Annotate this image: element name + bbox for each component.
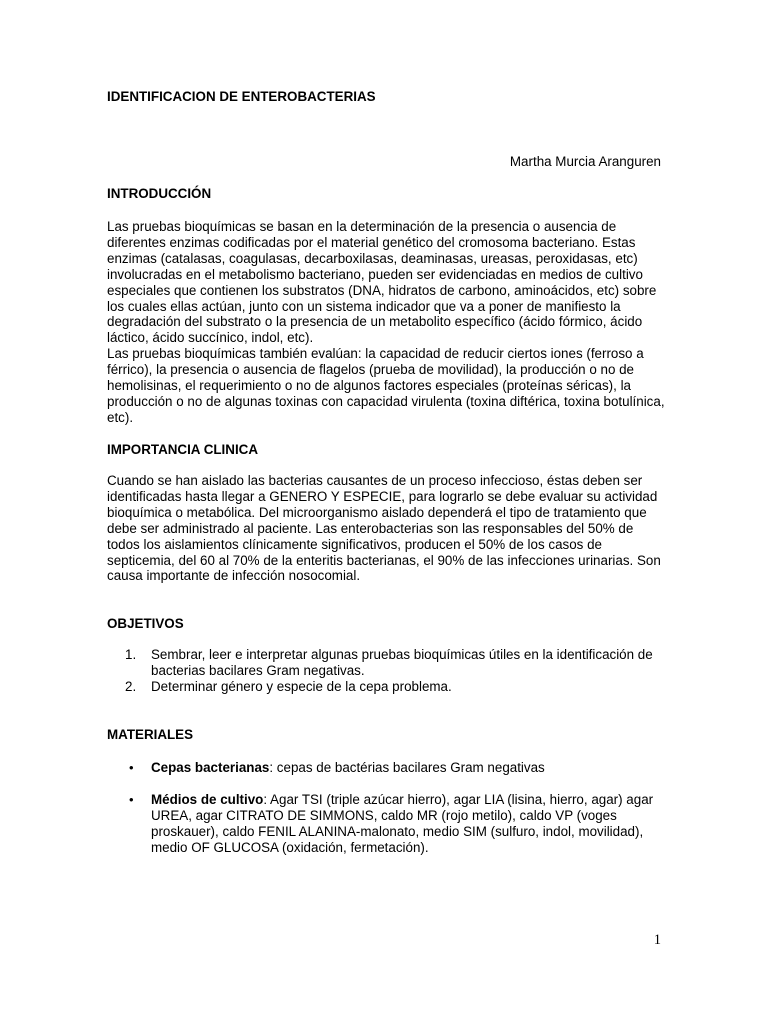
- materials-item: [107, 760, 667, 776]
- author-name: Martha Murcia Aranguren: [509, 154, 661, 169]
- objective-item: [107, 647, 667, 679]
- section-heading-objetivos: OBJETIVOS: [107, 616, 184, 631]
- introduccion-paragraph-1: Las pruebas bioquímicas se basan en la determinación de la presencia o ausencia de diferentes enzimas codificadas por el material genético del cromosoma bacteriano. Estas enzimas (catalasas, coagulasas, decarboxilasas, deaminasas, ureasas, peroxidasas, etc) involucradas en el metabolismo bacteriano, pueden ser evidenciadas en medios de cultivo especiales que contienen los substratos (DNA, hidratos de carbono, aminoácidos, etc) sobre los cuales ellas actúan, junto con un sistema indicador que va a poner de manifiesto la degradación del substrato o la presencia de un metabolito específico (ácido fórmico, ácido láctico, ácido succínico, indol, etc).: [107, 219, 657, 346]
- section-heading-materiales: MATERIALES: [107, 727, 194, 742]
- bullet-icon: •: [129, 760, 134, 775]
- objectives-list: [107, 647, 667, 695]
- section-heading-importancia: IMPORTANCIA CLINICA: [107, 442, 259, 457]
- objective-text: Determinar género y especie de la cepa problema.: [151, 678, 452, 694]
- materials-item: [107, 792, 667, 856]
- materials-item-text: : cepas de bactérias bacilares Gram negativas: [269, 760, 545, 775]
- objective-number: 2.: [125, 678, 137, 694]
- materials-item-label: Médios de cultivo: [151, 791, 264, 807]
- objective-text: Sembrar, leer e interpretar algunas pruebas bioquímicas útiles en la identificación de bacterias bacilares Gram negativas.: [151, 647, 653, 678]
- importancia-paragraph: Cuando se han aislado las bacterias causantes de un proceso infeccioso, éstas deben ser identificadas hasta llegar a GENERO Y ESPECIE, para lograrlo se debe evaluar su actividad bioquímica o metabólica. Del microorganismo aislado dependerá el tipo de tratamiento que debe ser administrado al paciente. Las enterobacterias son las responsables del 50% de todos los aislamientos clínicamente significativos, producen el 50% de los casos de septicemia, del 60 al 70% de la enteritis bacterianas, el 90% de las infecciones urinarias. Son causa importante de infección nosocomial.: [107, 473, 661, 584]
- objective-item: [107, 679, 667, 695]
- bullet-icon: •: [129, 791, 134, 807]
- section-heading-introduccion: INTRODUCCIÓN: [107, 186, 212, 201]
- materials-item-label: Cepas bacterianas: [151, 760, 270, 775]
- introduccion-paragraph-2: Las pruebas bioquímicas también evalúan: la capacidad de reducir ciertos iones (ferroso a férrico), la presencia o ausencia de flagelos (prueba de movilidad), la producción o no de hemolisinas, el requerimiento o no de algunos factores especiales (proteínas séricas), la producción o no de algunas toxinas con capacidad virulenta (toxina diftérica, toxina botulínica, etc).: [107, 346, 665, 425]
- materials-item-text: : Agar TSI (triple azúcar hierro), agar LIA (lisina, hierro, agar) agar UREA, agar CITRATO DE SIMMONS, caldo MR (rojo metilo), caldo VP (voges proskauer), caldo FENIL ALANINA-malonato, medio SIM (sulfuro, indol, movilidad), medio OF GLUCOSA (oxidación, fermetación).: [151, 791, 654, 855]
- objective-number: 1.: [125, 647, 137, 662]
- materials-list: [107, 760, 667, 856]
- page-number: 1: [653, 932, 661, 948]
- document-title: IDENTIFICACION DE ENTEROBACTERIAS: [107, 89, 376, 104]
